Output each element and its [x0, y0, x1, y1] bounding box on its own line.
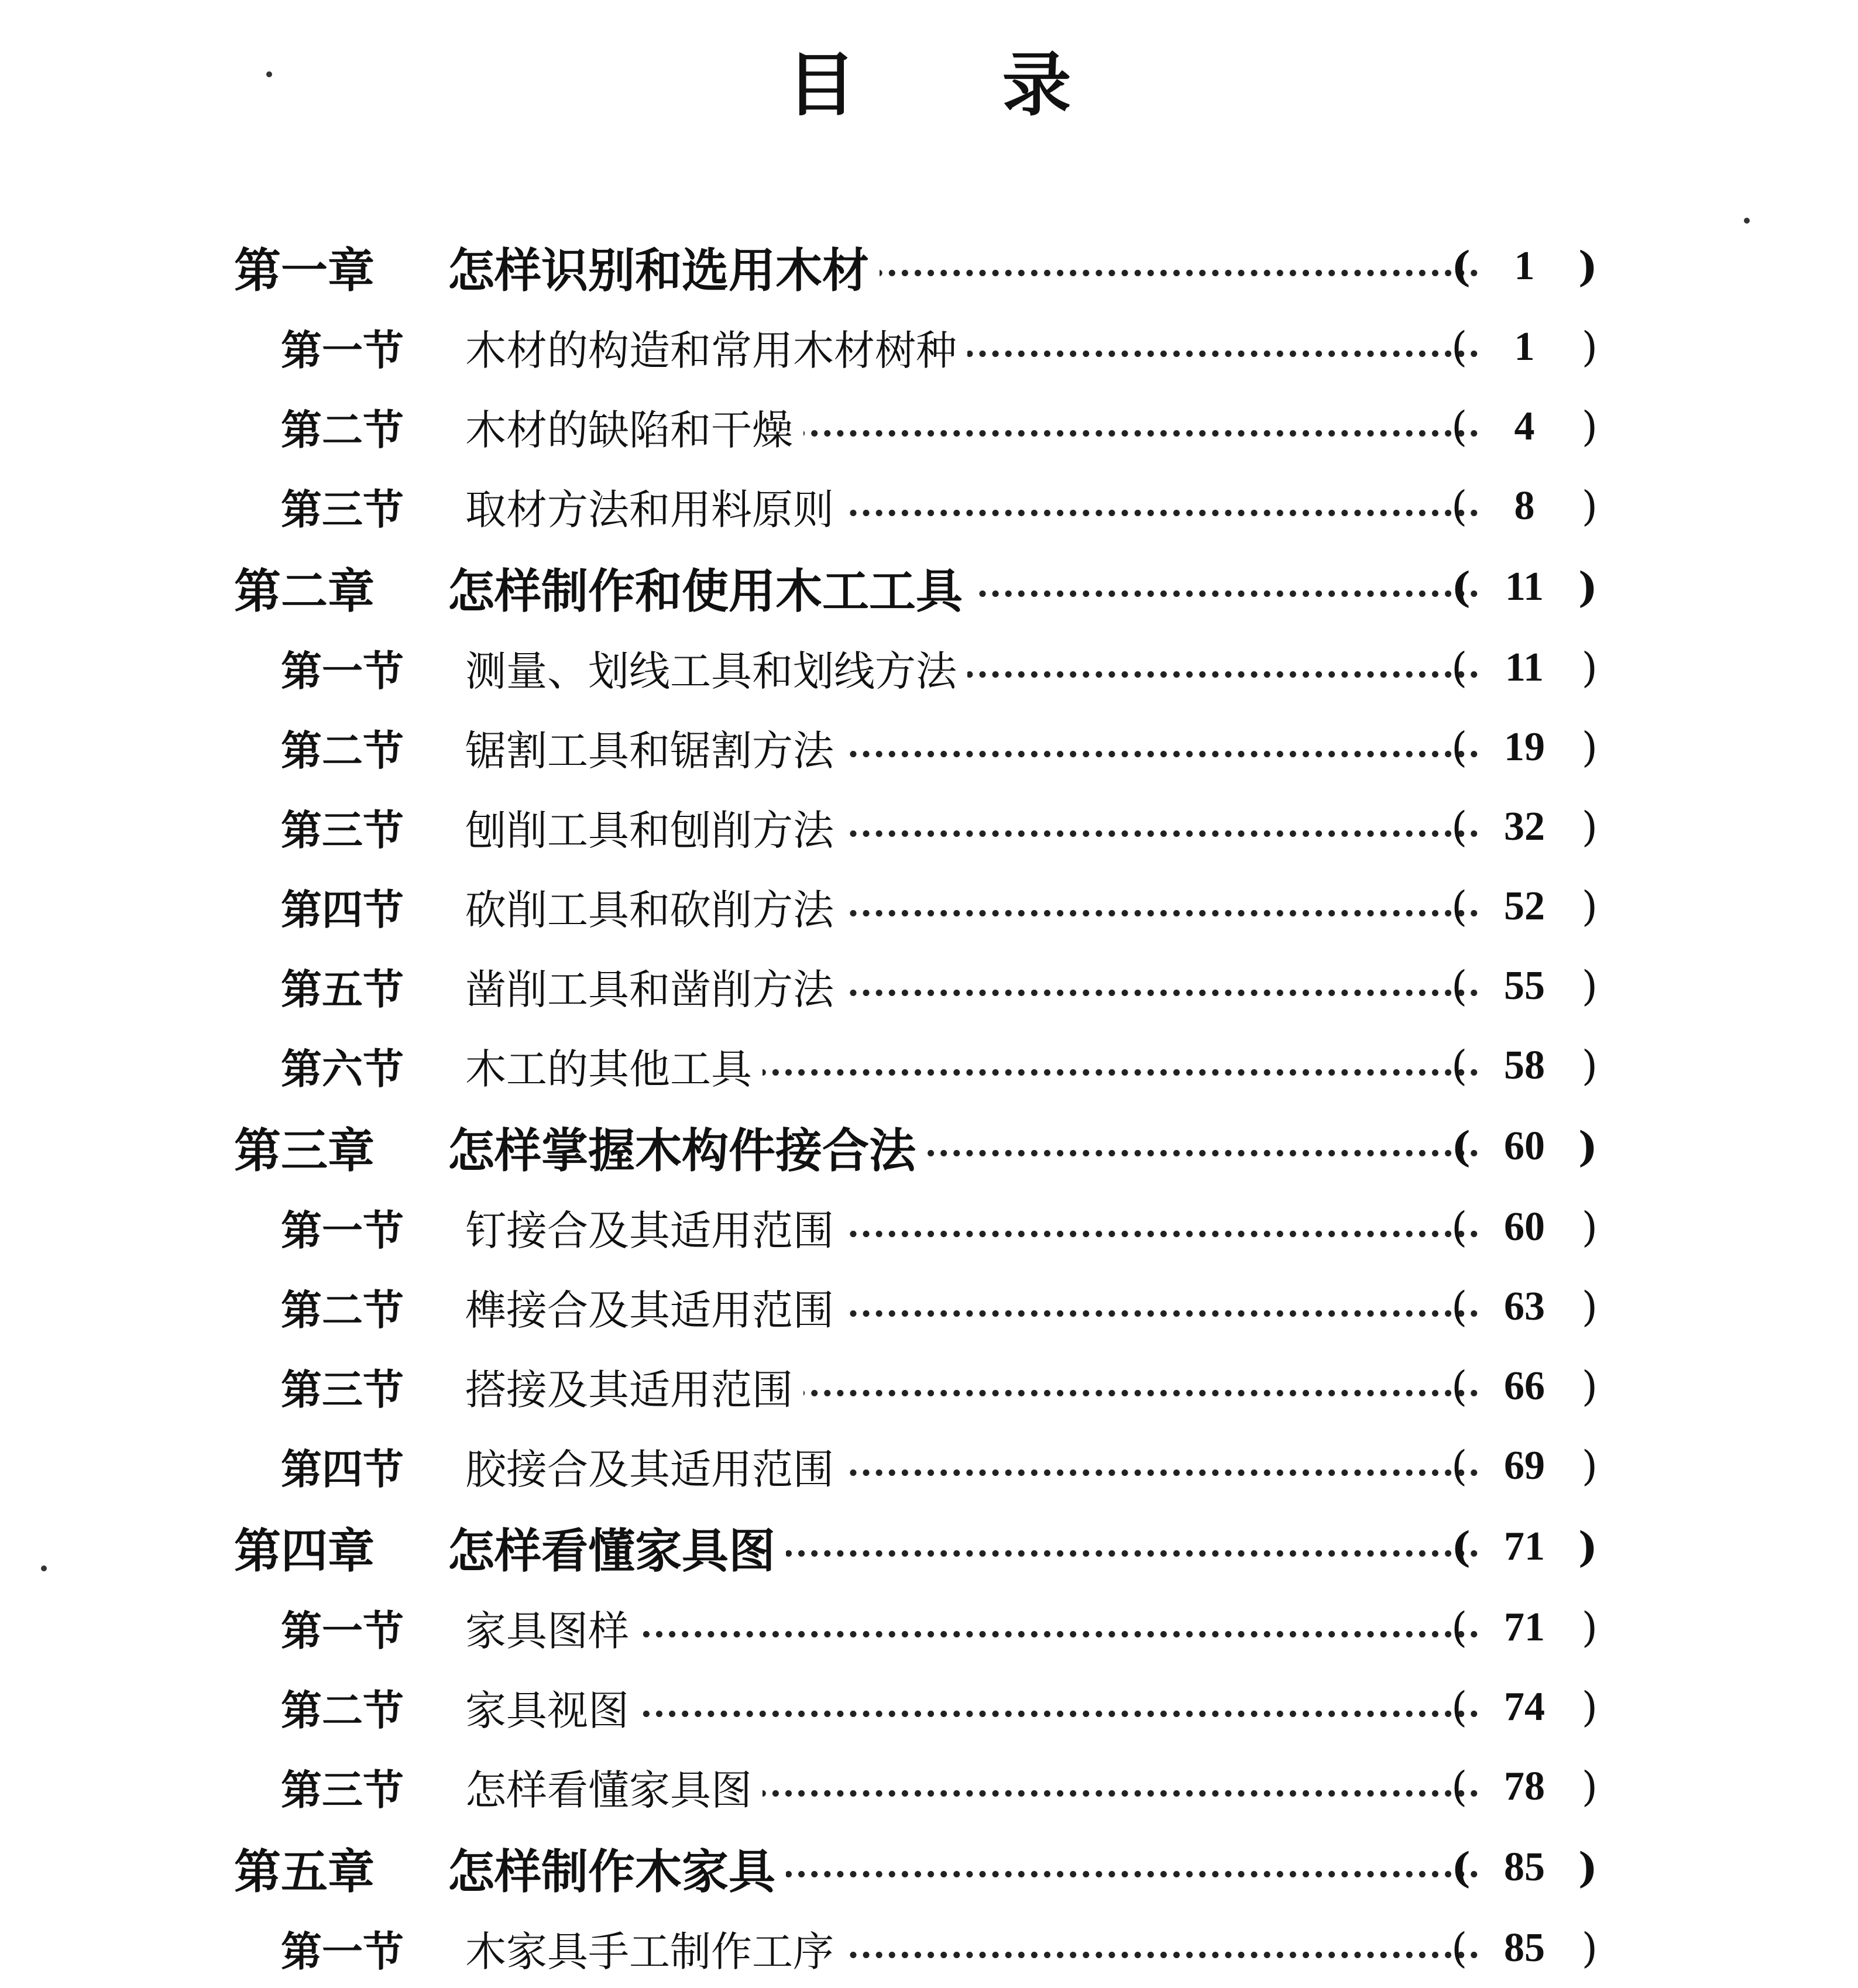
toc-section-entry — [0, 1347, 1858, 1426]
section-number: 第一节 — [281, 1606, 404, 1655]
toc-section-entry — [0, 787, 1858, 867]
section-title: 取材方法和用料原则 — [465, 477, 844, 536]
toc-section-entry — [0, 387, 1858, 466]
toc-section-entry — [0, 1747, 1858, 1826]
paren-close: ) — [1581, 1203, 1598, 1251]
page-reference — [1451, 242, 1598, 291]
paren-close: ) — [1581, 644, 1598, 692]
paren-open: ( — [1451, 1763, 1468, 1811]
section-number: 第一节 — [281, 646, 404, 695]
page-number: 52 — [1504, 884, 1545, 929]
toc-section-entry — [0, 946, 1858, 1026]
toc-section-entry — [0, 708, 1858, 787]
paren-close: ) — [1581, 883, 1598, 931]
paren-close: ) — [1578, 1122, 1598, 1171]
paren-close: ) — [1581, 1042, 1598, 1090]
page-reference — [1451, 403, 1598, 451]
page-reference — [1451, 1122, 1598, 1171]
paren-open: ( — [1451, 1283, 1468, 1331]
paren-open: ( — [1451, 803, 1468, 851]
paren-close: ) — [1581, 403, 1598, 451]
paren-close: ) — [1578, 562, 1598, 612]
paren-open: ( — [1451, 323, 1468, 371]
chapter-title: 怎样制作和使用木工工具 — [448, 554, 973, 621]
page-number: 63 — [1504, 1284, 1545, 1329]
page-reference — [1451, 723, 1598, 771]
page-number: 60 — [1504, 1204, 1545, 1249]
toc-section-entry — [0, 1426, 1858, 1506]
page-number: 4 — [1514, 404, 1535, 449]
toc-section-entry — [0, 1187, 1858, 1267]
paren-open: ( — [1451, 1683, 1468, 1731]
page-number: 69 — [1504, 1443, 1545, 1488]
toc-section-entry — [0, 1588, 1858, 1667]
section-number: 第三节 — [281, 1365, 404, 1414]
toc-chapter-entry — [0, 546, 1858, 628]
page-title-char-2: 录 — [1002, 44, 1071, 125]
page-number: 78 — [1504, 1764, 1545, 1809]
section-title: 榫接合及其适用范围 — [465, 1278, 844, 1337]
chapter-title: 怎样掌握木构件接合法 — [448, 1113, 926, 1180]
paren-close: ) — [1581, 803, 1598, 851]
paren-close: ) — [1581, 1442, 1598, 1490]
paren-close: ) — [1578, 242, 1598, 291]
toc-section-entry — [0, 466, 1858, 546]
paren-close: ) — [1581, 482, 1598, 530]
page-reference — [1451, 1843, 1598, 1892]
toc-section-entry — [0, 1908, 1858, 1988]
paren-close: ) — [1581, 1283, 1598, 1331]
toc-chapter-entry — [0, 1826, 1858, 1908]
page-reference — [1451, 644, 1598, 692]
paren-close: ) — [1581, 323, 1598, 371]
page-number: 1 — [1514, 243, 1535, 289]
page-number: 71 — [1504, 1524, 1545, 1569]
page-reference — [1451, 1924, 1598, 1972]
section-title: 木材的缺陷和干燥 — [465, 397, 803, 456]
toc-section-entry — [0, 628, 1858, 708]
page-reference — [1451, 883, 1598, 931]
section-title: 木材的构造和常用木材树种 — [465, 318, 967, 377]
page-title — [0, 29, 1858, 129]
section-number: 第二节 — [281, 1685, 404, 1735]
page-number: 1 — [1514, 324, 1535, 369]
toc-section-entry — [0, 1026, 1858, 1105]
page-number: 32 — [1504, 804, 1545, 849]
paren-open: ( — [1451, 1604, 1468, 1651]
page-number: 66 — [1504, 1364, 1545, 1409]
page-reference — [1451, 1442, 1598, 1490]
chapter-number: 第三章 — [234, 1123, 375, 1178]
paren-close: ) — [1581, 723, 1598, 771]
paren-open: ( — [1451, 1362, 1468, 1410]
page-number: 71 — [1504, 1605, 1545, 1650]
page-number: 55 — [1504, 963, 1545, 1008]
page-number: 58 — [1504, 1043, 1545, 1088]
page-number: 85 — [1504, 1925, 1545, 1970]
section-title: 砍削工具和砍削方法 — [465, 877, 844, 936]
toc-section-entry — [0, 867, 1858, 946]
page-number: 74 — [1504, 1684, 1545, 1729]
paren-open: ( — [1451, 1843, 1471, 1892]
paren-close: ) — [1581, 1924, 1598, 1972]
paren-open: ( — [1451, 1442, 1468, 1490]
section-number: 第四节 — [281, 1444, 404, 1493]
section-number: 第二节 — [281, 726, 404, 775]
toc-chapter-entry — [0, 1506, 1858, 1588]
section-title: 钉接合及其适用范围 — [465, 1198, 844, 1257]
page-number: 60 — [1504, 1124, 1545, 1169]
toc-section-entry — [0, 1267, 1858, 1347]
section-title: 家具图样 — [465, 1598, 640, 1657]
section-title: 家具视图 — [465, 1678, 640, 1737]
section-title: 木家具手工制作工序 — [465, 1919, 844, 1978]
toc-chapter-entry — [0, 225, 1858, 307]
section-number: 第一节 — [281, 325, 404, 375]
page-reference — [1451, 1683, 1598, 1731]
page-title-char-1: 目 — [787, 44, 856, 125]
page-number: 19 — [1504, 725, 1545, 770]
chapter-number: 第五章 — [234, 1844, 375, 1899]
paren-open: ( — [1451, 1203, 1468, 1251]
toc-chapter-entry — [0, 1105, 1858, 1187]
page-reference — [1451, 563, 1598, 612]
paren-open: ( — [1451, 403, 1468, 451]
section-title: 凿削工具和凿削方法 — [465, 957, 844, 1016]
table-of-contents — [0, 225, 1858, 1988]
section-number: 第二节 — [281, 1285, 404, 1334]
page-reference — [1451, 1362, 1598, 1410]
paren-close: ) — [1581, 1604, 1598, 1651]
section-number: 第一节 — [281, 1206, 404, 1255]
page-reference — [1451, 803, 1598, 851]
paren-close: ) — [1578, 1843, 1598, 1892]
page-reference — [1451, 1523, 1598, 1571]
chapter-title: 怎样制作木家具 — [448, 1834, 786, 1901]
toc-section-entry — [0, 1667, 1858, 1747]
page-number: 85 — [1504, 1845, 1545, 1890]
page-reference — [1451, 1283, 1598, 1331]
toc-section-entry — [0, 307, 1858, 387]
paren-open: ( — [1451, 883, 1468, 931]
section-title: 怎样看懂家具图 — [465, 1757, 763, 1817]
paren-open: ( — [1451, 482, 1468, 530]
paren-open: ( — [1451, 1042, 1468, 1090]
dot-leader — [527, 1711, 1478, 1717]
paren-open: ( — [1451, 723, 1468, 771]
paren-open: ( — [1451, 1924, 1468, 1972]
paren-close: ) — [1581, 962, 1598, 1010]
paren-open: ( — [1451, 1522, 1471, 1571]
page-number: 11 — [1505, 564, 1544, 609]
section-title: 测量、划线工具和划线方法 — [465, 638, 967, 698]
page-reference — [1451, 1604, 1598, 1651]
section-number: 第四节 — [281, 885, 404, 934]
section-title: 搭接及其适用范围 — [465, 1357, 803, 1416]
section-number: 第五节 — [281, 964, 404, 1014]
chapter-number: 第一章 — [234, 243, 375, 298]
paren-close: ) — [1581, 1683, 1598, 1731]
paren-close: ) — [1578, 1522, 1598, 1571]
paren-open: ( — [1451, 242, 1471, 291]
paren-open: ( — [1451, 644, 1468, 692]
page-number: 8 — [1514, 483, 1535, 528]
page-number: 11 — [1505, 645, 1544, 690]
section-number: 第三节 — [281, 805, 404, 854]
paren-open: ( — [1451, 1122, 1471, 1171]
page-reference — [1451, 482, 1598, 530]
page-reference — [1451, 962, 1598, 1010]
dot-leader — [527, 1631, 1478, 1637]
section-number: 第二节 — [281, 405, 404, 454]
paren-open: ( — [1451, 962, 1468, 1010]
page-reference — [1451, 1763, 1598, 1811]
section-number: 第一节 — [281, 1927, 404, 1976]
section-title: 胶接合及其适用范围 — [465, 1437, 844, 1496]
page-reference — [1451, 1042, 1598, 1090]
page-reference — [1451, 1203, 1598, 1251]
chapter-title: 怎样看懂家具图 — [448, 1513, 786, 1581]
chapter-number: 第二章 — [234, 564, 375, 619]
section-title: 锯割工具和锯割方法 — [465, 718, 844, 777]
paren-close: ) — [1581, 1763, 1598, 1811]
section-number: 第三节 — [281, 1765, 404, 1814]
section-number: 第三节 — [281, 485, 404, 534]
paren-close: ) — [1581, 1362, 1598, 1410]
chapter-title: 怎样识别和选用木材 — [448, 233, 880, 300]
section-title: 刨削工具和刨削方法 — [465, 798, 844, 857]
chapter-number: 第四章 — [234, 1523, 375, 1578]
paren-open: ( — [1451, 562, 1471, 612]
page-reference — [1451, 323, 1598, 371]
section-number: 第六节 — [281, 1044, 404, 1093]
section-title: 木工的其他工具 — [465, 1036, 763, 1096]
